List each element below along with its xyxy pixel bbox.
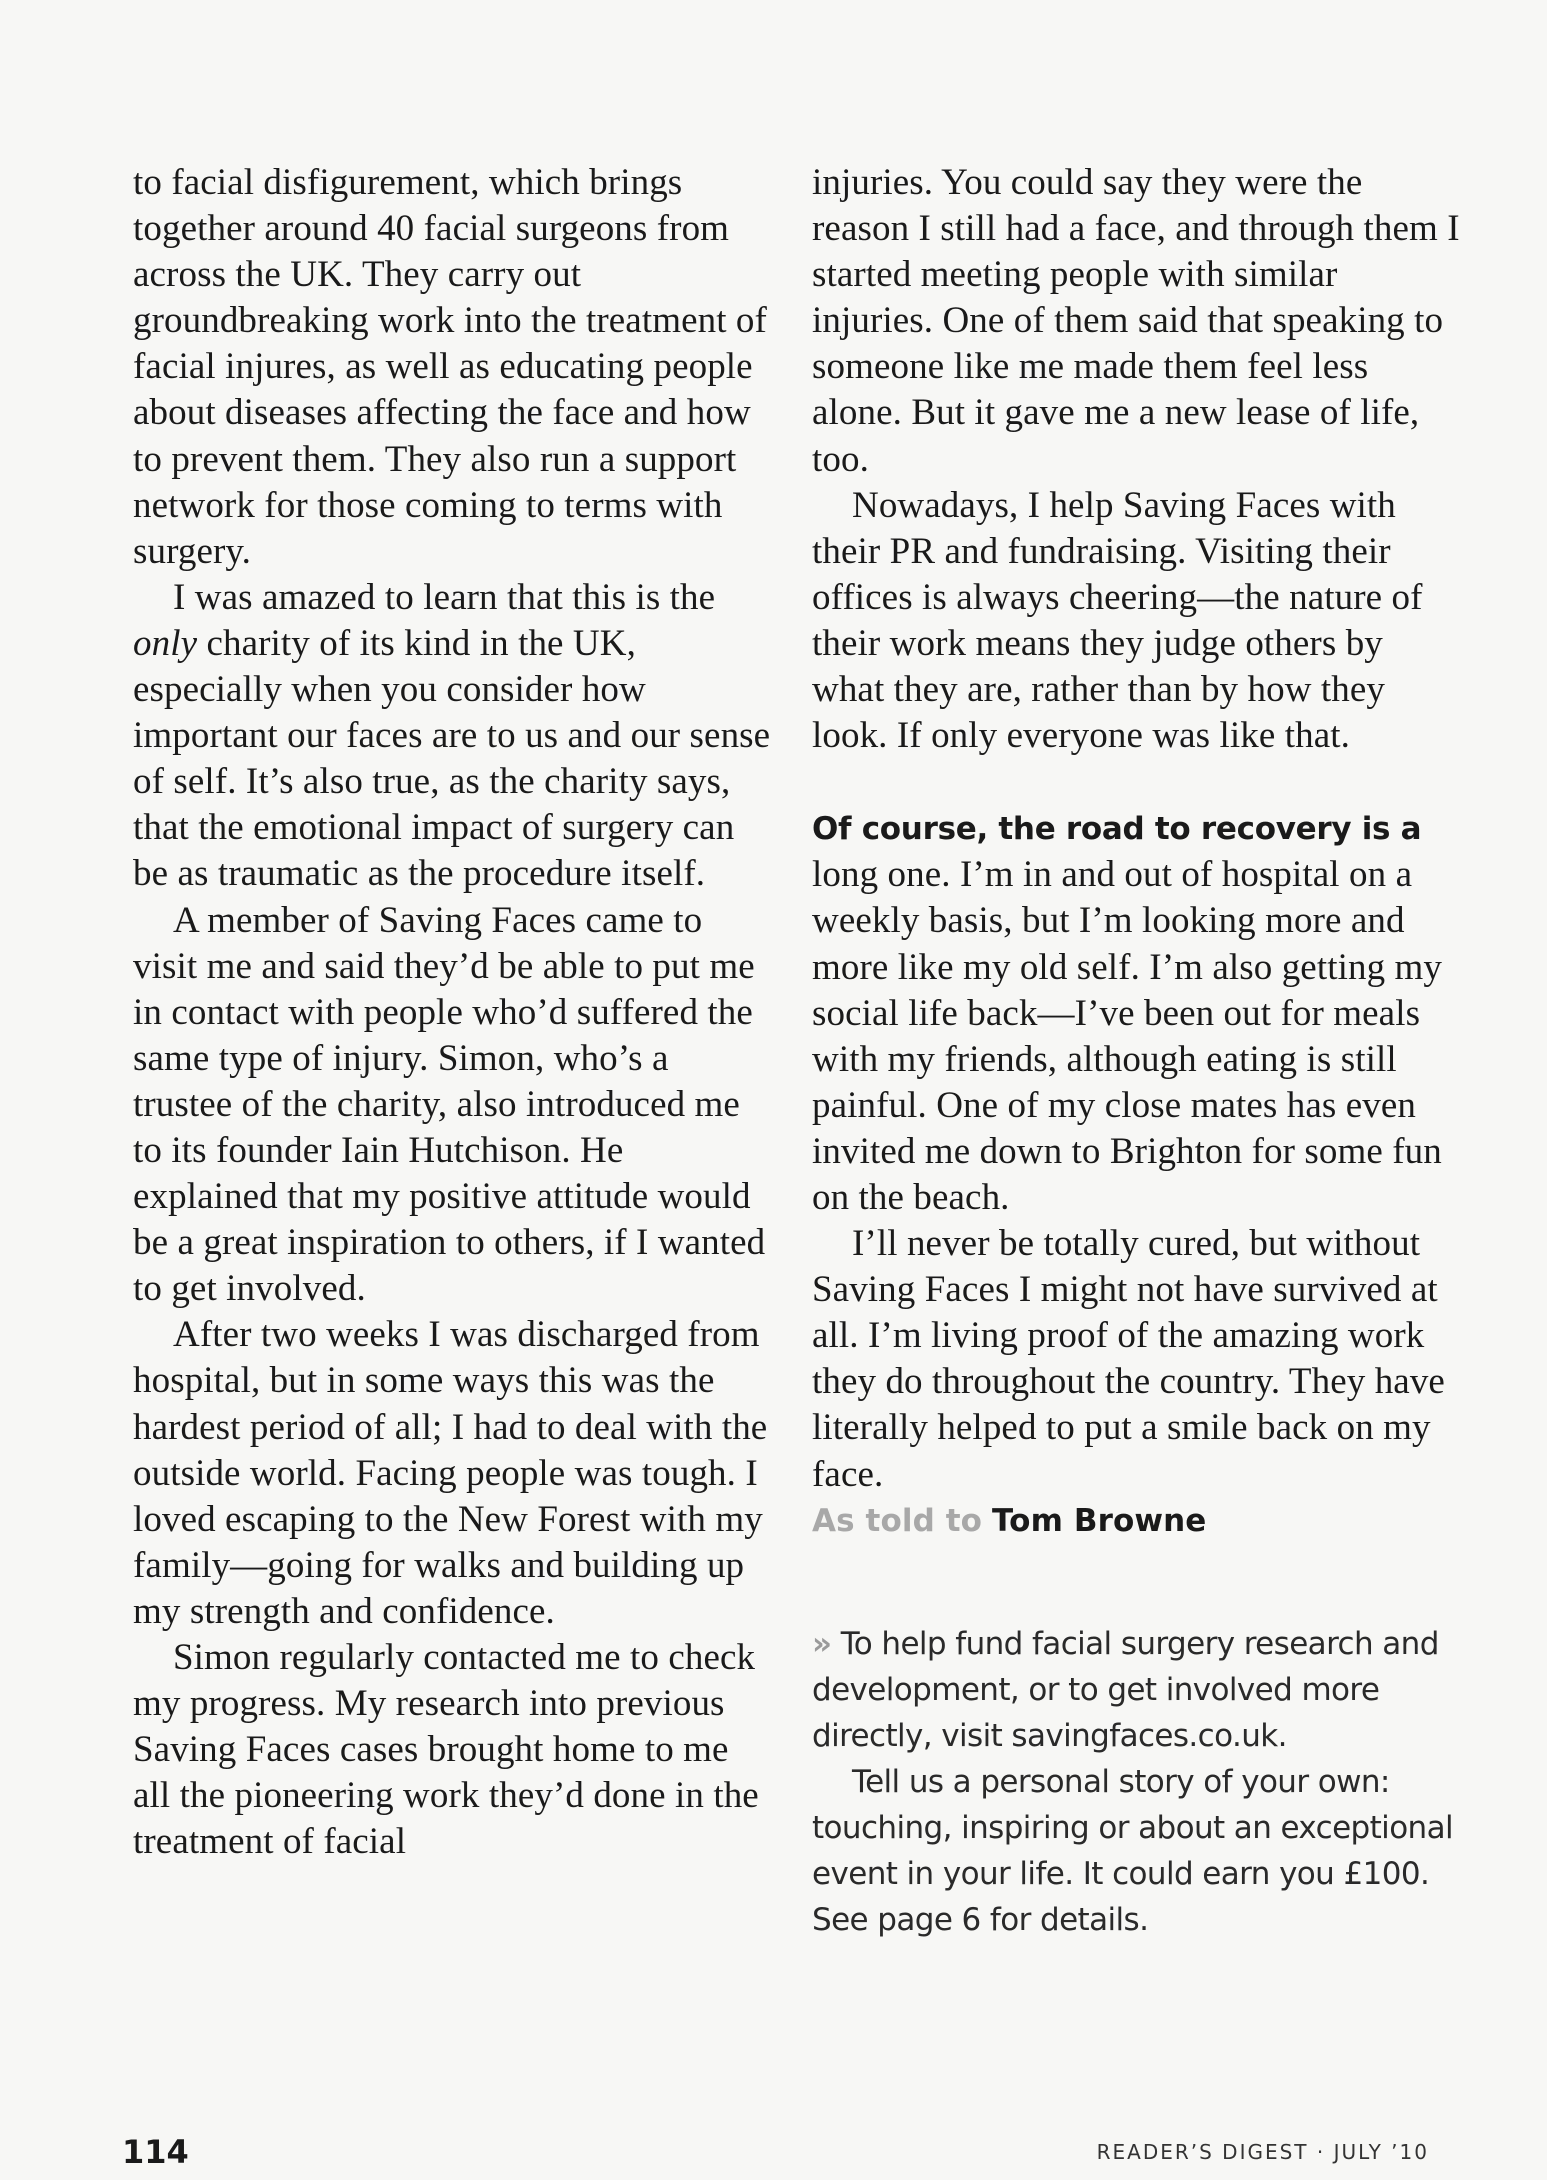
- page-number: 114: [122, 2133, 189, 2171]
- section-gap: [812, 1575, 1462, 1621]
- paragraph: A member of Saving Faces came to visit me and said they’d be able to put me in contact with people who’d suffered the same type of injury. Simon, who’s a trustee of the charity, also introduced me to its founder Iain Hutchison. He explained that my positive attitude would be a great inspiration to others, if I wanted to get involved.: [133, 899, 766, 1310]
- paragraph: Nowadays, I help Saving Faces with their PR and fundraising. Visiting their offices is always cheering—the nature of their work means they judge others by what they are, rather than by how they look. If only everyone was like that.: [812, 484, 1423, 757]
- paragraph: [133, 575, 773, 898]
- note-paragraph: Tell us a personal story of your own: touching, inspiring or about an exceptional event in your life. It could earn you £100. See page 6 for details.: [812, 1763, 1454, 1938]
- double-arrow-icon: »: [812, 1625, 832, 1662]
- right-column: [812, 160, 1462, 1943]
- paragraph: Simon regularly contacted me to check my progress. My research into previous Saving Faces cases brought home to me all the pioneering work they’d done in the treatment of facial: [133, 1637, 759, 1863]
- paragraph: injuries. You could say they were the reason I still had a face, and through them I started meeting people with similar injuries. One of them said that speaking to someone like me made them feel less alone. But it gave me a new lease of life, too.: [812, 162, 1460, 480]
- paragraph: After two weeks I was discharged from hospital, but in some ways this was the hardest period of all; I had to deal with the outside world. Facing people was tough. I loved escaping to the New Forest with my family—going for walks and building up my strength and confidence.: [133, 1314, 768, 1632]
- byline: [812, 1498, 1462, 1544]
- left-column: [133, 160, 773, 1865]
- byline-prefix: As told to: [812, 1502, 983, 1539]
- text-run: long one. I’m in and out of hospital on a weekly basis, but I’m looking more and more like my old self. I’m also getting my social life back—I’ve been out for meals with my friends, although eating is still painful. One of my close mates has even invited me down to Brighton for some fun on the beach.: [812, 854, 1443, 1218]
- magazine-footer: READER’S DIGEST · JULY ’10: [1096, 2140, 1429, 2164]
- paragraph: to facial disfigurement, which brings together around 40 facial surgeons from across the UK. They carry out groundbreaking work into the treatment of facial injures, as well as educating people about diseases affecting the face and how to prevent them. They also run a support network for those coming to terms with surgery.: [133, 162, 767, 572]
- emphasis: only: [133, 622, 198, 664]
- text-run: charity of its kind in the UK, especially when you consider how important our faces are to us and our sense of self. It’s also true, as the charity says, that the emotional impact of surgery can be as traumatic as the procedure itself.: [133, 622, 771, 895]
- note-paragraph: [812, 1621, 1462, 1759]
- paragraph: I’ll never be totally cured, but without Saving Faces I might not have survived at all. I’m living proof of the amazing work they do throughout the country. They have literally helped to put a smile back on my face.: [812, 1223, 1445, 1495]
- section-gap: [812, 759, 1462, 805]
- note-text: To help fund facial surgery research and development, or to get involved more directly, visit savingfaces.co.uk.: [812, 1625, 1439, 1754]
- text-run: I was amazed to learn that this is the: [173, 576, 716, 618]
- byline-name: Tom Browne: [992, 1502, 1207, 1539]
- paragraph: [812, 805, 1462, 1221]
- lead-in: Of course, the road to recovery is a: [812, 811, 1422, 848]
- info-note: [812, 1621, 1462, 1943]
